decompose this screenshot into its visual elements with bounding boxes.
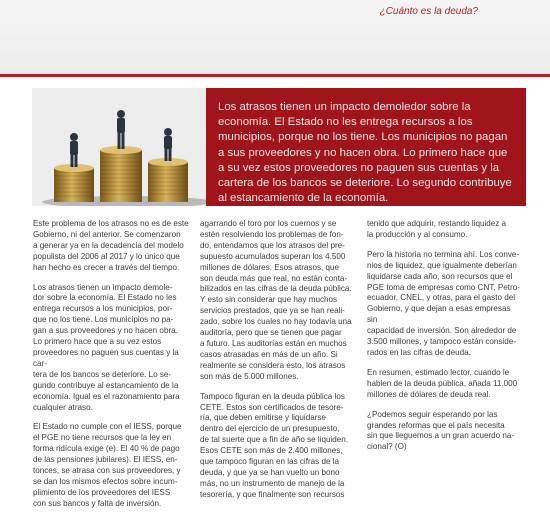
section-title: ¿Cuánto es la deuda?	[379, 6, 478, 17]
paragraph: En resumen, estimado lector, cuando le hablen de la deuda pública, añada 11.000 millones de dólares de deuda real.	[367, 367, 518, 399]
article-column-3	[367, 219, 523, 462]
businessmen-on-coins-photo	[32, 88, 213, 206]
paragraph: ¿Podemos seguir esperando por las grandes reformas que el país necesita sin que lleguemos a un gran acuerdo na- cional? (O)	[367, 409, 515, 452]
paragraph: agarrando el toro por los cuernos y se estén resolviendo los problemas de fon- do, entendamos que los atrasos del pre- supuesto acumulados superan los 4.500 millones de dólares. Esos atrasos, que son deuda más que real, no están conta- bilizados en las cifras de la deuda pública. Y esto sin considerar que hay muchos servicios prestados, que ya se han reali- zado, sobre los cuales no hay todavía una auditoría, pero que se tienen que pagar a futuro. Las auditorías están en muchos casos atrasadas en más de un año. Si realmente se considera esto, los atrasos son más de 5.000 millones.	[200, 219, 352, 381]
paragraph: El Estado no cumple con el IESS, porque el PGE no tiene recursos que la ley en forma ridícula exige (e). El 40 % de pago de las pensiones jubilares). El IESS, en- tonces, se atrasa con sus proveedores, y se dan los mismos efectos sobre incum- plimiento de los proveedores del IESS con sus bancos y falta de inversión.	[33, 422, 182, 508]
paragraph: tenido que adquirir, restando liquidez a la producción y al consumo.	[367, 219, 507, 239]
paragraph: Tampoco figuran en la deuda pública los CETE. Estos son certificados de tesore- ría, que deben emitirse y liquidarse dentro del ejercicio de un presupuesto, de tal suerte que a fin de año se liquiden. Esos CETE son más de 2.400 millones, que tampoco figuran en las cifras de la deuda, y que ya se han vuelto un bono más, no un instrumento de manejo de la tesorería, y que finalmente son recursos	[200, 391, 349, 499]
pull-quote-text: Los atrasos tienen un impacto demoledor sobre la economía. El Estado no les entrega recursos a los municipios, porque no los tiene. Los municipios no pagan a sus proveedores y no hacen obra. Lo primero hace que a su vez estos proveedores no paguen sus cuentas y la cartera de los bancos se deteriore. Lo segundo contribuye al estancamiento de la economía.	[218, 101, 512, 205]
coin-stacks-illustration	[32, 88, 213, 206]
header-accent-line	[0, 74, 550, 77]
paragraph: Pero la historia no termina ahí. Los conve- nios de liquidez, que igualmente deberían liquidarse cada año, son recursos que el PGE toma de empresas como CNT, Petro- ecuador, CNEL, y otras, para el gasto del Gobierno, y que dejan a esas empresas sin capacidad de inversión. Son alrededor de 3.500 millones, y tampoco están conside- rados en las cifras de deuda.	[367, 249, 520, 357]
pull-quote-box	[206, 88, 526, 206]
paragraph: Los atrasos tienen un impacto demole- dor sobre la economía. El Estado no les entrega recursos a los municipios, por- que no los tiene. Los municipios no pa- gan a sus proveedores y no hacen obra. Lo primero hace que a su vez estos proveedores no paguen sus cuentas y la car- tera de los bancos se deteriore. Lo se- gundo contribuye al estancamiento de la economía. Igual es el razonamiento para cualquier atraso.	[33, 282, 180, 412]
article-column-2	[200, 219, 355, 510]
article-column-1	[33, 219, 191, 519]
paragraph: Este problema de los atrasos no es de este Gobierno, ni del anterior. Se comenzaron a generar ya en la decadencia del modelo populista del 2006 al 2017 y lo único que han hecho es crecer a través del tiempo.	[33, 219, 189, 272]
